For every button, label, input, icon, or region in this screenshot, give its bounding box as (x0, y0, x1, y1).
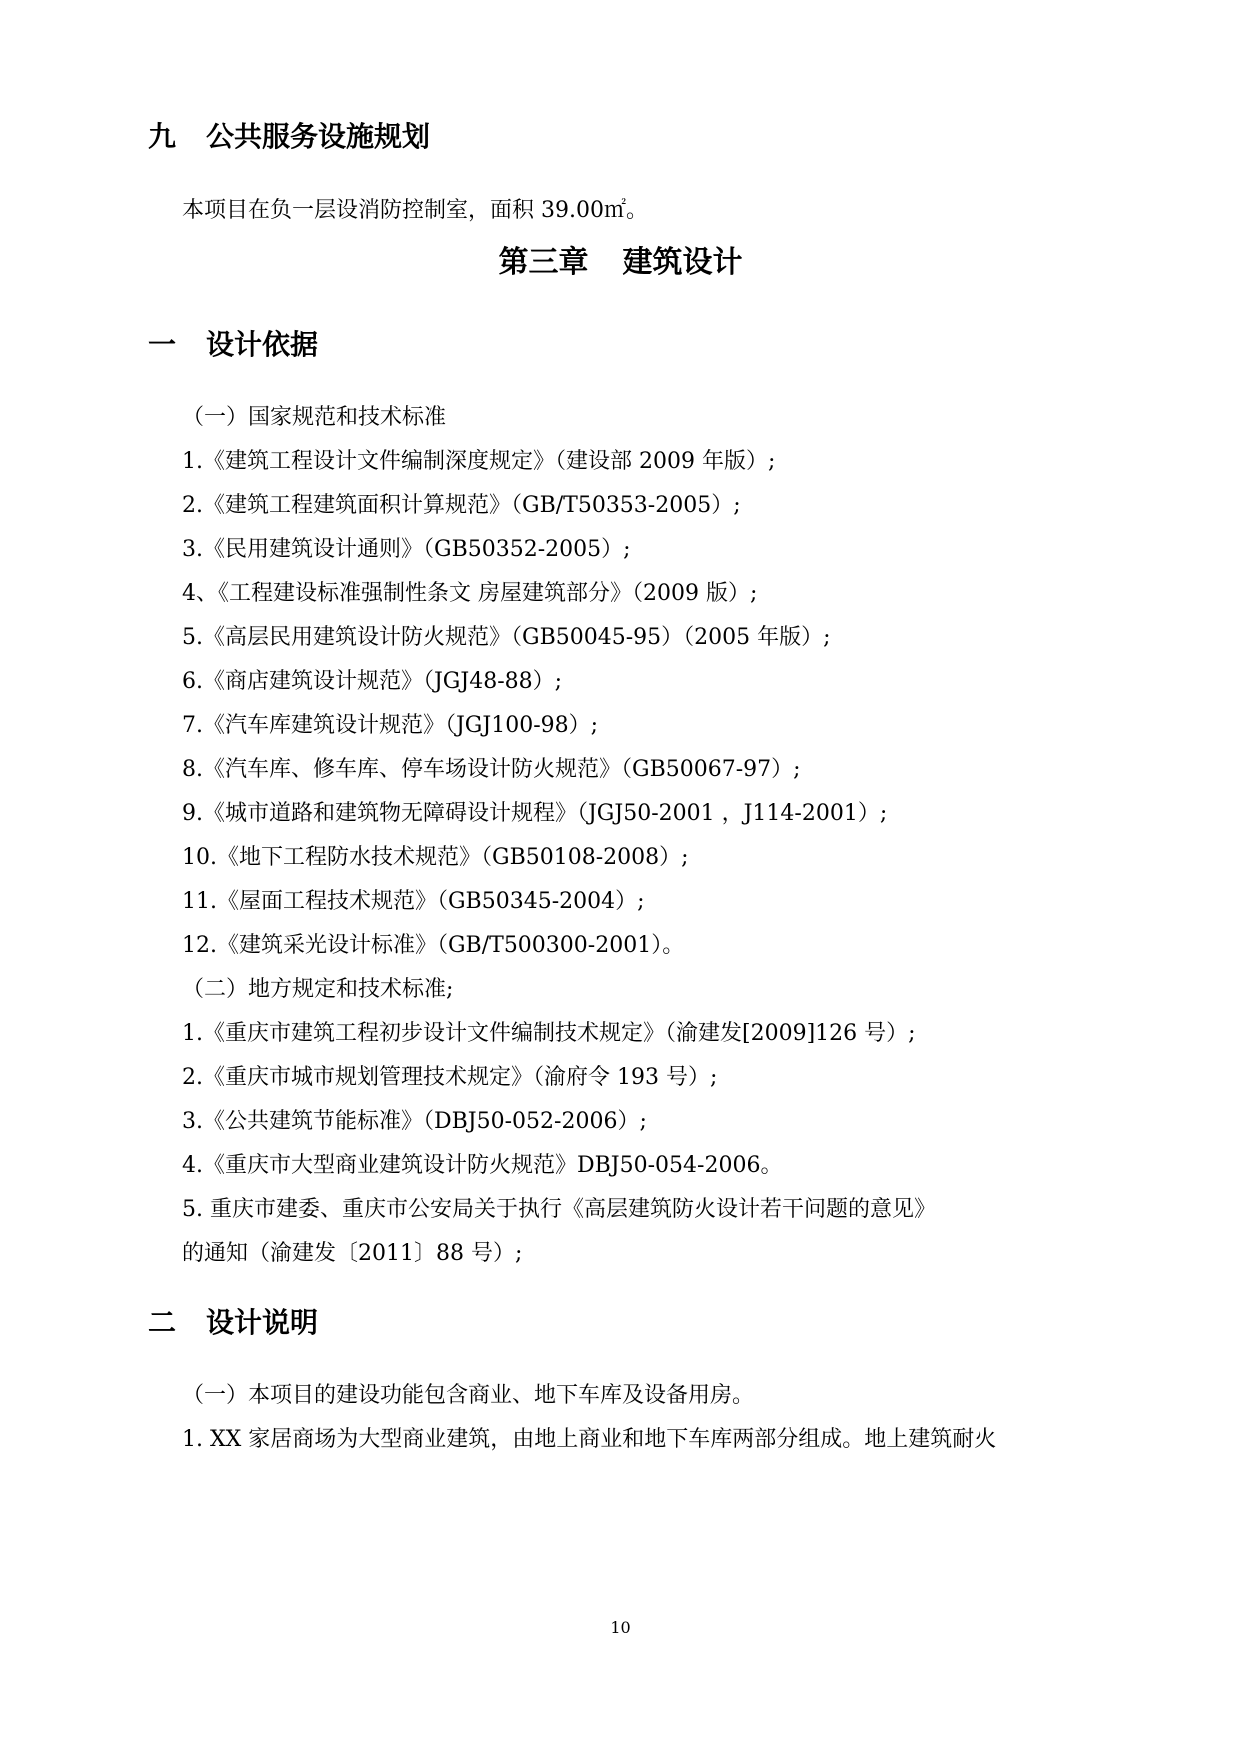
list-item: 11.《屋面工程技术规范》（GB50345-2004）; (182, 889, 645, 914)
section-title: 设计说明 (206, 1306, 319, 1339)
list-item: 9.《城市道路和建筑物无障碍设计规程》（JGJ50-2001 ，J114-2001）; (182, 801, 888, 826)
list-item: 1.《建筑工程设计文件编制深度规定》（建设部 2009 年版）; (182, 449, 776, 474)
chapter-title: 建筑设计 (622, 245, 743, 280)
section-title: 公共服务设施规划 (206, 120, 431, 153)
chapter-label: 第三章 (498, 245, 589, 280)
section-heading-9 (148, 120, 430, 154)
page-number: 10 (610, 1618, 631, 1637)
section-heading-1 (148, 328, 318, 362)
chapter-heading (0, 245, 1241, 281)
list-item: 2.《重庆市城市规划管理技术规定》（渝府令 193 号）; (182, 1065, 718, 1090)
list-item: 10.《地下工程防水技术规范》（GB50108-2008）; (182, 845, 689, 870)
list-item-continuation: 的通知（渝建发〔2011〕88 号）; (182, 1241, 523, 1266)
subsection-header-national: （一）国家规范和技术标准 (182, 405, 447, 430)
section-number: 一 (148, 328, 177, 361)
list-item: 4、《工程建设标准强制性条文 房屋建筑部分》（2009 版）; (182, 581, 758, 606)
list-item: 2.《建筑工程建筑面积计算规范》（GB/T50353-2005）; (182, 493, 741, 518)
section-title: 设计依据 (206, 328, 319, 361)
section-number: 九 (148, 120, 177, 153)
subsection-header-design: （一）本项目的建设功能包含商业、地下车库及设备用房。 (182, 1383, 755, 1408)
list-item: 6.《商店建筑设计规范》（JGJ48-88）; (182, 669, 563, 694)
section-9-paragraph: 本项目在负一层设消防控制室，面积 39.00㎡。 (182, 198, 648, 223)
list-item: 8.《汽车库、修车库、停车场设计防火规范》（GB50067-97）; (182, 757, 801, 782)
list-item: 5. 重庆市建委、重庆市公安局关于执行《高层建筑防火设计若干问题的意见》 (182, 1197, 936, 1222)
subsection-header-local: （二）地方规定和技术标准; (182, 977, 454, 1002)
list-item: 3.《民用建筑设计通则》（GB50352-2005）; (182, 537, 631, 562)
list-item: 5.《高层民用建筑设计防火规范》（GB50045-95）（2005 年版）; (182, 625, 831, 650)
section-number: 二 (148, 1306, 177, 1339)
list-item: 1.《重庆市建筑工程初步设计文件编制技术规定》（渝建发[2009]126 号）; (182, 1021, 916, 1046)
list-item: 12.《建筑采光设计标准》（GB/T500300-2001）。 (182, 933, 685, 958)
section-heading-2 (148, 1306, 318, 1340)
list-item: 4.《重庆市大型商业建筑设计防火规范》DBJ50-054-2006。 (182, 1153, 783, 1178)
paragraph-line: 1. XX 家居商场为大型商业建筑，由地上商业和地下车库两部分组成。地上建筑耐火 (182, 1427, 997, 1452)
list-item: 3.《公共建筑节能标准》（DBJ50-052-2006）; (182, 1109, 647, 1134)
list-item: 7.《汽车库建筑设计规范》（JGJ100-98）; (182, 713, 599, 738)
